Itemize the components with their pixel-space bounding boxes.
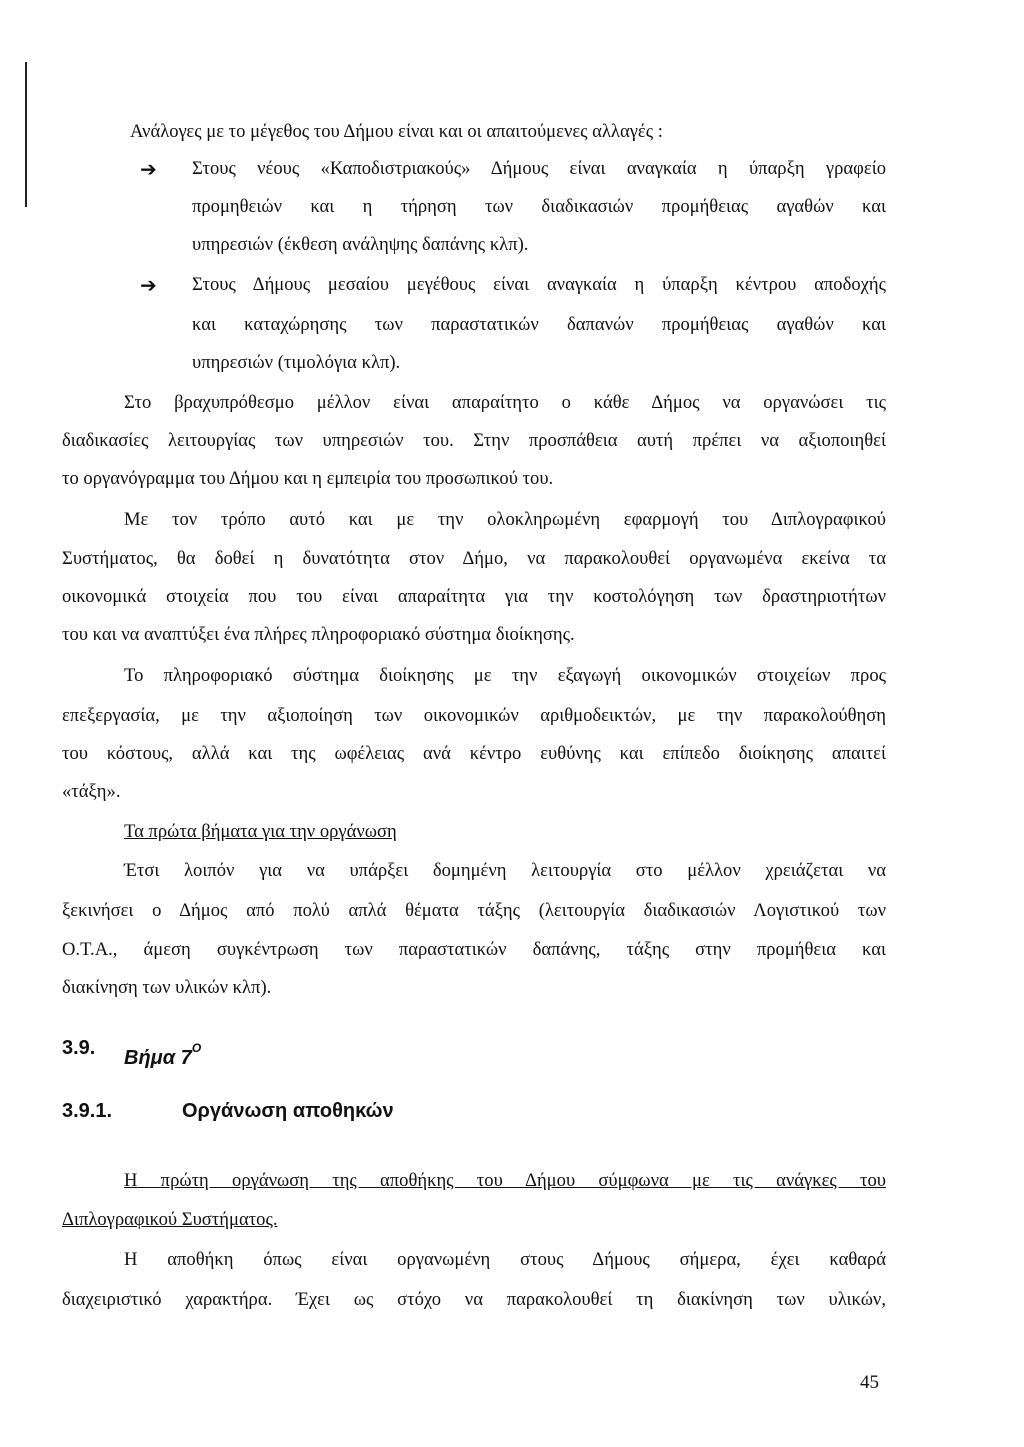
subsection-number: 3.9.1. [62,1100,113,1122]
paragraph-1-line-2: διαδικασίες λειτουργίας των υπηρεσιών του. Στην προσπάθεια αυτή πρέπει να αξιοποιηθεί [62,430,886,451]
subheading-first-steps: Τα πρώτα βήματα για την οργάνωση [124,821,397,842]
paragraph-3-line-3: του κόστους, αλλά και της ωφέλειας ανά κέντρο ευθύνης και επίπεδο διοίκησης απαιτεί [62,743,886,764]
page-number: 45 [860,1372,879,1393]
paragraph-4-line-3: Ο.Τ.Α., άμεση συγκέντρωση των παραστατικών δαπάνης, τάξης στην προμήθεια και [62,939,886,960]
subsection-title: Οργάνωση αποθηκών [182,1100,394,1122]
paragraph-2-line-1: Με τον τρόπο αυτό και με την ολοκληρωμένη εφαρμογή του Διπλογραφικού [124,509,886,530]
margin-line [25,62,27,207]
paragraph-2-line-4: του και να αναπτύξει ένα πλήρες πληροφοριακό σύστημα διοίκησης. [62,624,575,645]
section-number: 3.9. [62,1037,96,1059]
paragraph-4-line-1: Έτσι λοιπόν για να υπάρξει δομημένη λειτουργία στο μέλλον χρειάζεται να [124,860,886,881]
arrow-right-icon: ➔ [140,157,157,181]
section-title: Βήμα $7^O$ [124,1041,202,1069]
paragraph-1-line-3: το οργανόγραμμα του Δήμου και η εμπειρία του προσωπικού του. [62,468,554,489]
bullet-1-line-2: προμηθειών και η τήρηση των διαδικασιών προμήθειας αγαθών και [192,196,886,217]
bullet-2-line-1: Στους Δήμους μεσαίου μεγέθους είναι αναγκαία η ύπαρξη κέντρου αποδοχής [192,274,886,295]
paragraph-6-line-2: διαχειριστικό χαρακτήρα. Έχει ως στόχο να παρακολουθεί τη διακίνηση των υλικών, [62,1289,886,1310]
paragraph-5-line-1: Η πρώτη οργάνωση της αποθήκης του Δήμου σύμφωνα με τις ανάγκες του [124,1170,886,1191]
paragraph-2-line-3: οικονομικά στοιχεία που του είναι απαραίτητα για την κοστολόγηση των δραστηριοτήτων [62,586,886,607]
paragraph-5-line-2: Διπλογραφικού Συστήματος. [62,1209,278,1230]
paragraph-3-line-2: επεξεργασία, με την αξιοποίηση των οικονομικών αριθμοδεικτών, με την παρακολούθηση [62,705,886,726]
section-title-superscript: Ο [191,1041,202,1055]
bullet-2-line-3: υπηρεσιών (τιμολόγια κλπ). [192,352,401,373]
paragraph-4-line-4: διακίνηση των υλικών κλπ). [62,977,272,998]
paragraph-4-line-2: ξεκινήσει ο Δήμος από πολύ απλά θέματα τάξης (λειτουργία διαδικασιών Λογιστικού των [62,900,886,921]
arrow-right-icon: ➔ [140,273,157,297]
paragraph-1-line-1: Στο βραχυπρόθεσμο μέλλον είναι απαραίτητο ο κάθε Δήμος να οργανώσει τις [124,392,886,413]
bullet-1-line-1: Στους νέους «Καποδιστριακούς» Δήμους είναι αναγκαία η ύπαρξη γραφείο [192,158,886,179]
paragraph-2-line-2: Συστήματος, θα δοθεί η δυνατότητα στον Δήμο, να παρακολουθεί οργανωμένα εκείνα τα [62,548,886,569]
paragraph-3-line-4: «τάξη». [62,781,121,802]
paragraph-6-line-1: Η αποθήκη όπως είναι οργανωμένη στους Δήμους σήμερα, έχει καθαρά [124,1249,886,1270]
intro-text: Ανάλογες με το μέγεθος του Δήμου είναι και οι απαιτούμενες αλλαγές : [130,121,663,142]
bullet-2-line-2: και καταχώρησης των παραστατικών δαπανών προμήθειας αγαθών και [192,314,886,335]
bullet-1-line-3: υπηρεσιών (έκθεση ανάληψης δαπάνης κλπ). [192,234,529,255]
paragraph-3-line-1: Το πληροφοριακό σύστημα διοίκησης με την εξαγωγή οικονομικών στοιχείων προς [124,665,886,686]
